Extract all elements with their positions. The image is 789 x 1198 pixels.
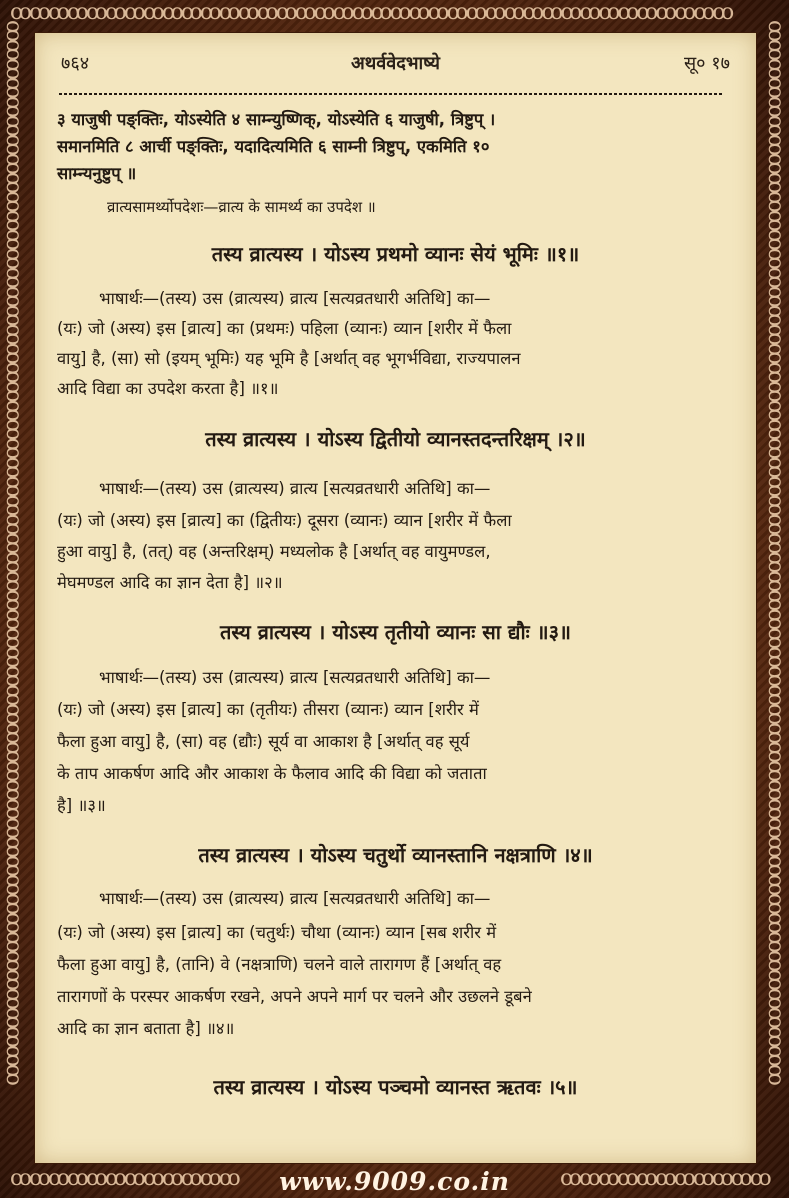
bhasharth-line: फैला हुआ वायु] है, (तानि) वे (नक्षत्राणि) चलने वाले तारागण हैं [अर्थात् वह: [57, 955, 502, 974]
ornament-swirl-left: ꝏꝏꝏꝏꝏꝏꝏꝏꝏꝏꝏꝏꝏꝏꝏꝏꝏꝏꝏꝏꝏꝏꝏꝏꝏꝏꝏꝏꝏꝏꝏꝏꝏꝏꝏꝏꝏꝏꝏꝏꝏꝏꝏꝏꝏꝏꝏꝏꝏꝏꝏꝏꝏꝏꝏꝏ: [1, 20, 26, 1083]
bhasharth-line: तारागणों के परस्पर आकर्षण रखने, अपने अपने मार्ग पर चलने और उछलने डूबने: [57, 987, 532, 1006]
ornament-swirl-top: ꝏꝏꝏꝏꝏꝏꝏꝏꝏꝏꝏꝏꝏꝏꝏꝏꝏꝏꝏꝏꝏꝏꝏꝏꝏꝏꝏꝏꝏꝏꝏꝏꝏꝏꝏꝏꝏꝏ: [10, 0, 732, 25]
bhasharth-line: भाषार्थः—(तस्य) उस (व्रात्यस्य) व्रात्य [सत्यव्रतधारी अतिथि] का—: [99, 889, 491, 908]
mantra-verse: तस्य व्रात्यस्य । योऽस्य तृतीयो व्यानः सा द्यौः ॥३॥: [219, 620, 572, 644]
ornament-swirl-bottom-right: ꝏꝏꝏꝏꝏꝏꝏꝏꝏꝏꝏ: [560, 1166, 769, 1191]
bhasharth-line: भाषार्थः—(तस्य) उस (व्रात्यस्य) व्रात्य [सत्यव्रतधारी अतिथि] का—: [99, 479, 491, 498]
intro-line: ३ याजुषी पङ्क्तिः, योऽस्येति ४ साम्न्युष्णिक्, योऽस्येति ६ याजुषी, त्रिष्टुप् ।: [57, 110, 496, 129]
intro-line: साम्न्यनुष्टुप् ॥: [57, 164, 137, 183]
upadesha-heading: व्रात्यसामर्थ्योपदेशः—व्रात्य के सामर्थ्य का उपदेश ॥: [107, 198, 376, 216]
bhasharth-line: के ताप आकर्षण आदि और आकाश के फैलाव आदि की विद्या को जताता: [57, 764, 487, 783]
bhasharth-line: आदि का ज्ञान बताता है] ॥४॥: [57, 1019, 235, 1038]
bhasharth-line: (यः) जो (अस्य) इस [व्रात्य] का (चतुर्थः) चौथा (व्यानः) व्यान [सब शरीर में: [57, 923, 497, 942]
page-title: अथर्ववेदभाष्ये: [351, 53, 440, 74]
intro-line: समानमिति ८ आर्ची पङ्क्तिः, यदादित्यमिति ६ साम्नी त्रिष्टुप्, एकमिति १०: [57, 137, 490, 156]
bhasharth-line: है] ॥३॥: [57, 796, 106, 815]
ornament-swirl-bottom-left: ꝏꝏꝏꝏꝏꝏꝏꝏꝏꝏꝏꝏ: [10, 1166, 238, 1191]
bhasharth-line: (यः) जो (अस्य) इस [व्रात्य] का (तृतीयः) तीसरा (व्यानः) व्यान [शरीर में: [57, 700, 479, 719]
bhasharth-line: (यः) जो (अस्य) इस [व्रात्य] का (प्रथमः) पहिला (व्यानः) व्यान [शरीर में फैला: [57, 319, 512, 338]
bhasharth-line: भाषार्थः—(तस्य) उस (व्रात्यस्य) व्रात्य [सत्यव्रतधारी अतिथि] का—: [99, 289, 491, 308]
header-divider: [59, 91, 723, 97]
bhasharth-line: आदि विद्या का उपदेश करता है] ॥१॥: [57, 379, 279, 398]
page-number: ७६४: [61, 53, 90, 74]
ornament-swirl-right: ꝏꝏꝏꝏꝏꝏꝏꝏꝏꝏꝏꝏꝏꝏꝏꝏꝏꝏꝏꝏꝏꝏꝏꝏꝏꝏꝏꝏꝏꝏꝏꝏꝏꝏꝏꝏꝏꝏꝏꝏꝏꝏꝏꝏꝏꝏꝏꝏꝏꝏꝏꝏꝏꝏꝏꝏ: [763, 20, 788, 1083]
bhasharth-line: मेघमण्डल आदि का ज्ञान देता है] ॥२॥: [57, 573, 283, 592]
bhasharth-line: वायु] है, (सा) सो (इयम् भूमिः) यह भूमि है [अर्थात् वह भूगर्भविद्या, राज्यपालन: [57, 349, 521, 368]
bhasharth-line: (यः) जो (अस्य) इस [व्रात्य] का (द्वितीयः) दूसरा (व्यानः) व्यान [शरीर में फैला: [57, 511, 512, 530]
mantra-verse: तस्य व्रात्यस्य । योऽस्य पञ्चमो व्यानस्त ऋतवः ।५॥: [213, 1075, 578, 1099]
mantra-verse: तस्य व्रात्यस्य । योऽस्य चतुर्थो व्यानस्तानि नक्षत्राणि ।४॥: [198, 843, 593, 867]
bhasharth-line: भाषार्थः—(तस्य) उस (व्रात्यस्य) व्रात्य [सत्यव्रतधारी अतिथि] का—: [99, 668, 491, 687]
mantra-verse: तस्य व्रात्यस्य । योऽस्य प्रथमो व्यानः सेयं भूमिः ॥१॥: [211, 242, 580, 266]
footer-url[interactable]: www.9009.co.in: [279, 1167, 510, 1196]
bhasharth-line: हुआ वायु] है, (तत्) वह (अन्तरिक्षम्) मध्यलोक है [अर्थात् वह वायुमण्डल,: [57, 542, 491, 561]
mantra-verse: तस्य व्रात्यस्य । योऽस्य द्वितीयो व्यानस्तदन्तरिक्षम् ।२॥: [205, 427, 586, 451]
sukta-label: सू० १७: [684, 53, 730, 74]
bhasharth-line: फैला हुआ वायु] है, (सा) वह (द्यौः) सूर्य वा आकाश है [अर्थात् वह सूर्य: [57, 732, 470, 751]
book-page: [34, 32, 757, 1164]
